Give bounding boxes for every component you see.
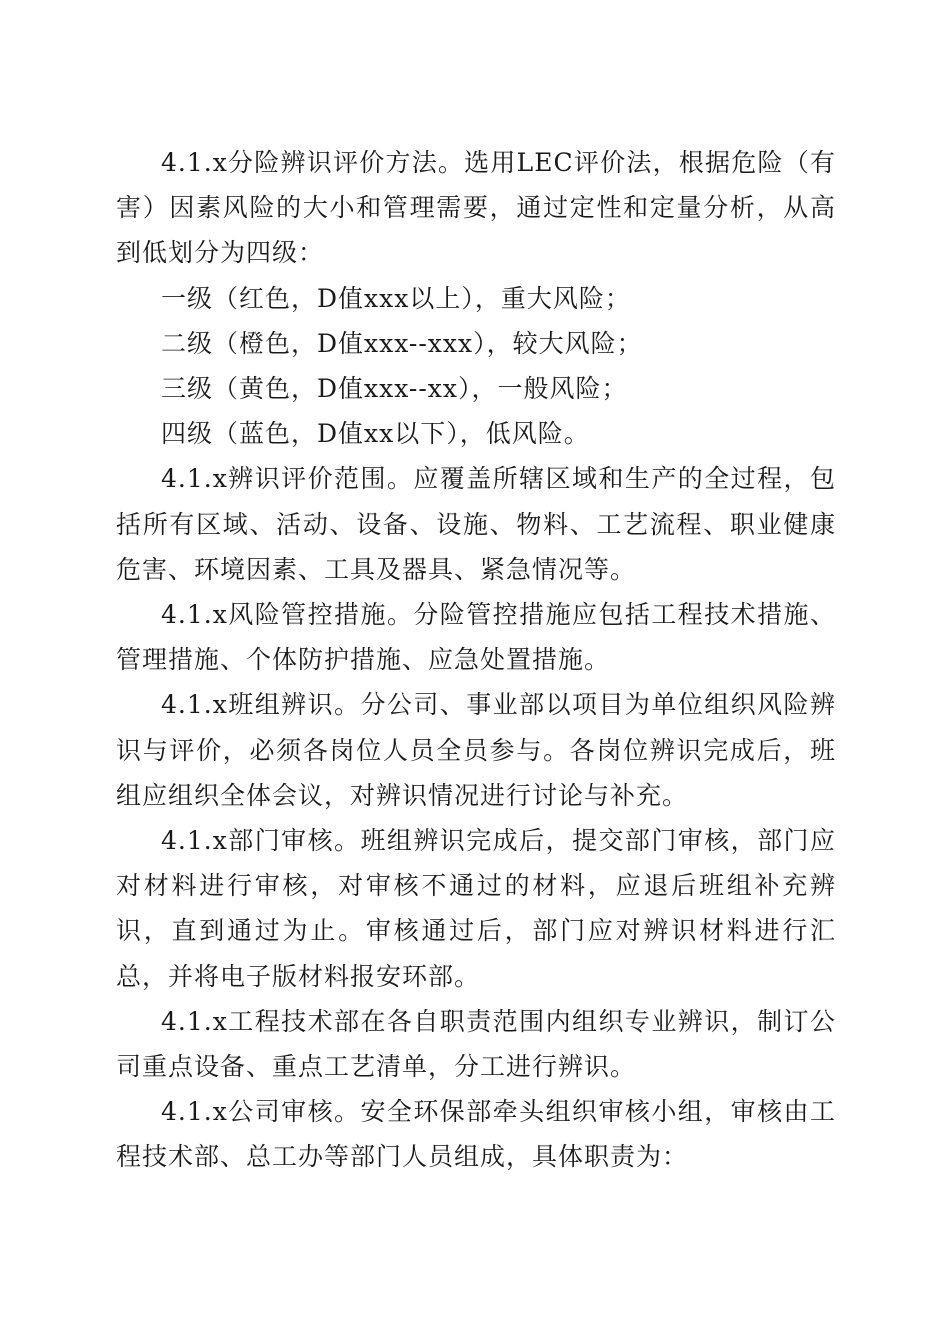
- paragraph-company-review: 4.1.x公司审核。安全环保部牵头组织审核小组，审核由工程技术部、总工办等部门人员组成，具体职责为：: [116, 1097, 836, 1172]
- document-body: [116, 140, 836, 1180]
- paragraph-scope: 4.1.x辨识评价范围。应覆盖所辖区域和生产的全过程，包括所有区域、活动、设备、设施、物料、工艺流程、职业健康危害、环境因素、工具及器具、紧急情况等。: [116, 464, 836, 584]
- paragraph-department-review: 4.1.x部门审核。班组辨识完成后，提交部门审核，部门应对材料进行审核，对审核不通过的材料，应退后班组补充辨识，直到通过为止。审核通过后，部门应对辨识材料进行汇总，并将电子版材料报安环部。: [116, 826, 836, 991]
- paragraph-team-identification: 4.1.x班组辨识。分公司、事业部以项目为单位组织风险辨识与评价，必须各岗位人员全员参与。各岗位辨识完成后，班组应组织全体会议，对辨识情况进行讨论与补充。: [116, 690, 836, 810]
- risk-level-4: 四级（蓝色，D值xx以下），低风险。: [161, 419, 590, 449]
- paragraph-evaluation-method: 4.1.x分险辨识评价方法。选用LEC评价法，根据危险（有害）因素风险的大小和管理需要，通过定性和定量分析，从高到低划分为四级：: [116, 148, 836, 268]
- risk-level-3: 三级（黄色，D值xxx--xx），一般风险；: [161, 374, 628, 404]
- paragraph-engineering-dept: 4.1.x工程技术部在各自职责范围内组织专业辨识，制订公司重点设备、重点工艺清单，分工进行辨识。: [116, 1006, 836, 1082]
- risk-level-2: 二级（橙色，D值xxx--xxx），较大风险；: [161, 328, 643, 358]
- paragraph-control-measures: 4.1.x风险管控措施。分险管控措施应包括工程技术措施、管理措施、个体防护措施、应急处置措施。: [116, 600, 836, 675]
- risk-level-1: 一级（红色，D值xxx以上），重大风险；: [161, 283, 631, 313]
